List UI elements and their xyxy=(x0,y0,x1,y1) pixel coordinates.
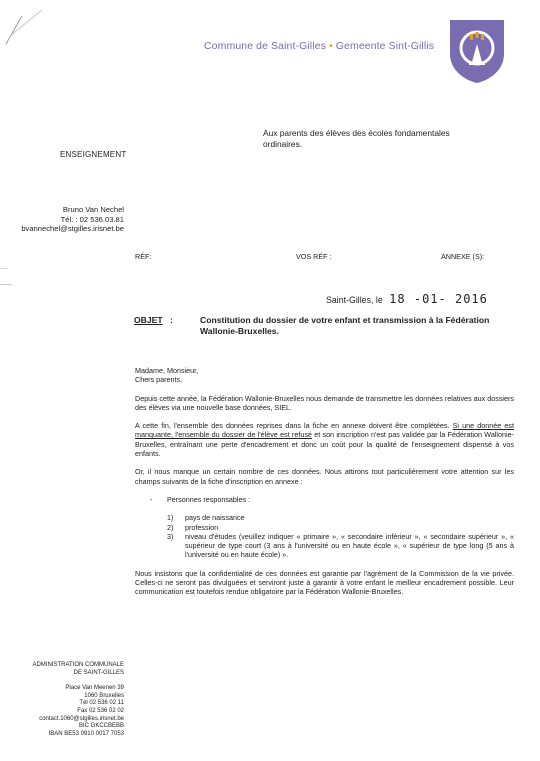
footer-line: Place Van Meenen 39 xyxy=(65,685,124,692)
ref-label: RÉF: xyxy=(135,252,152,261)
footer-address xyxy=(32,662,124,738)
salutation-line: Madame, Monsieur, xyxy=(135,366,199,375)
annexe-label: ANNEXE (S): xyxy=(441,252,485,261)
subject-text: Constitution du dossier de votre enfant et transmission à la Fédération Wallonie-Bruxelles. xyxy=(200,315,490,336)
commune-name-nl: Gemeente Sint-Gillis xyxy=(335,40,435,52)
date-prefix: Saint-Gilles, le xyxy=(326,295,383,305)
list-number: 3) xyxy=(167,531,174,541)
footer-line: BIC GKCCBEBB xyxy=(78,723,124,730)
letter-body xyxy=(135,366,514,606)
salutation-line: Chers parents, xyxy=(135,375,183,385)
body-paragraph: Or, il nous manque un certain nombre de ces données. Nous attirons tout particulièrement votre attention sur les champs suivants de la fiche d'inscription en annexe : xyxy=(135,467,514,486)
footer-line: ADMINISTRATION COMMUNALE xyxy=(32,662,124,668)
recipient-line: ordinaires. xyxy=(263,139,303,149)
bullet-item xyxy=(135,495,514,504)
sender-email: bvannechel@stgilles.irisnet.be xyxy=(21,224,124,233)
scan-edge-mark xyxy=(0,268,8,269)
list-item xyxy=(167,523,514,532)
footer-email[interactable]: contact.1060@stgilles.irisnet.be xyxy=(39,715,124,722)
list-text: niveau d'études (veuillez indiquer « primaire », « secondaire inférieur », « secondaire supérieur », « supérieur de type court (3 ans à l'université ou en haute école », « supérieur de type long (5 ans à l'université ou en haute école) ». xyxy=(185,531,514,560)
bullet-label: Personnes responsables : xyxy=(167,494,251,504)
body-paragraph: Nous insistons que la confidentialité de ces données est garantie par l'agrément de la Commission de la vie privée. Celles-ci ne seront pas divulguées et serviront juste à garantir à votre enfant le meilleur encadrement possible. Leur communication est toutefois rendue obligatoire par la Fédération Wallonie-Bruxelles. xyxy=(135,568,514,597)
footer-line: DE SAINT-GILLES xyxy=(73,669,124,676)
list-item xyxy=(167,513,514,522)
salutation xyxy=(135,366,514,385)
footer-admin xyxy=(32,662,124,677)
body-paragraph: Depuis cette année, la Fédération Wallonie-Bruxelles nous demande de transmettre les données relatives aux dossiers des élèves via une nouvelle base données, SIEL. xyxy=(135,393,514,412)
scan-edge-mark xyxy=(0,284,12,285)
sender-phone: Tél. : 02 536.03.81 xyxy=(60,214,124,224)
list-text: pays de naissance xyxy=(185,513,245,523)
commune-crest-icon xyxy=(448,18,506,84)
paragraph-text: et son inscription n'est pas validée par la Fédération Wallonie-Bruxelles, entraînant une perte d'encadrement et donc un coût pour la qualité de l'enseignement dispensé à vos enfants. xyxy=(135,430,514,459)
list-number: 1) xyxy=(167,513,174,523)
subject-colon: : xyxy=(170,315,173,325)
underlined-warning: Si une donnée est manquante, l'ensemble du dossier de l'élève est refusé xyxy=(135,421,514,440)
sender-block xyxy=(21,205,124,234)
date-stamp: 18 -01- 2016 xyxy=(389,292,488,306)
bullet-marker: - xyxy=(150,494,153,504)
footer-line: Fax 02 536 02 02 xyxy=(77,707,124,714)
subject-label: OBJET xyxy=(134,315,163,325)
letter-date xyxy=(326,292,488,306)
footer-line: 1060 Bruxelles xyxy=(84,692,124,699)
department-label: ENSEIGNEMENT xyxy=(60,150,127,159)
footer-line: IBAN BE53 0910 0017 7053 xyxy=(48,730,124,737)
numbered-list xyxy=(167,513,514,559)
title-separator: • xyxy=(328,40,333,52)
scan-artifact xyxy=(4,6,44,46)
recipient-block xyxy=(263,128,483,150)
footer-line: Tél 02 536 02 11 xyxy=(79,700,124,707)
vos-ref-label: VOS RÉF : xyxy=(296,252,332,261)
paragraph-text: A cette fin, l'ensemble des données reprises dans la fiche en annexe doivent être complétées. xyxy=(135,421,453,431)
list-item xyxy=(167,532,514,560)
recipient-line: Aux parents des élèves des écoles fondamentales xyxy=(263,128,450,138)
list-text: profession xyxy=(185,522,219,532)
letterhead-title xyxy=(204,40,434,52)
body-paragraph xyxy=(135,421,514,458)
sender-name: Bruno Van Nechel xyxy=(62,205,124,214)
list-number: 2) xyxy=(167,522,174,532)
commune-name-fr: Commune de Saint-Gilles xyxy=(204,40,326,52)
